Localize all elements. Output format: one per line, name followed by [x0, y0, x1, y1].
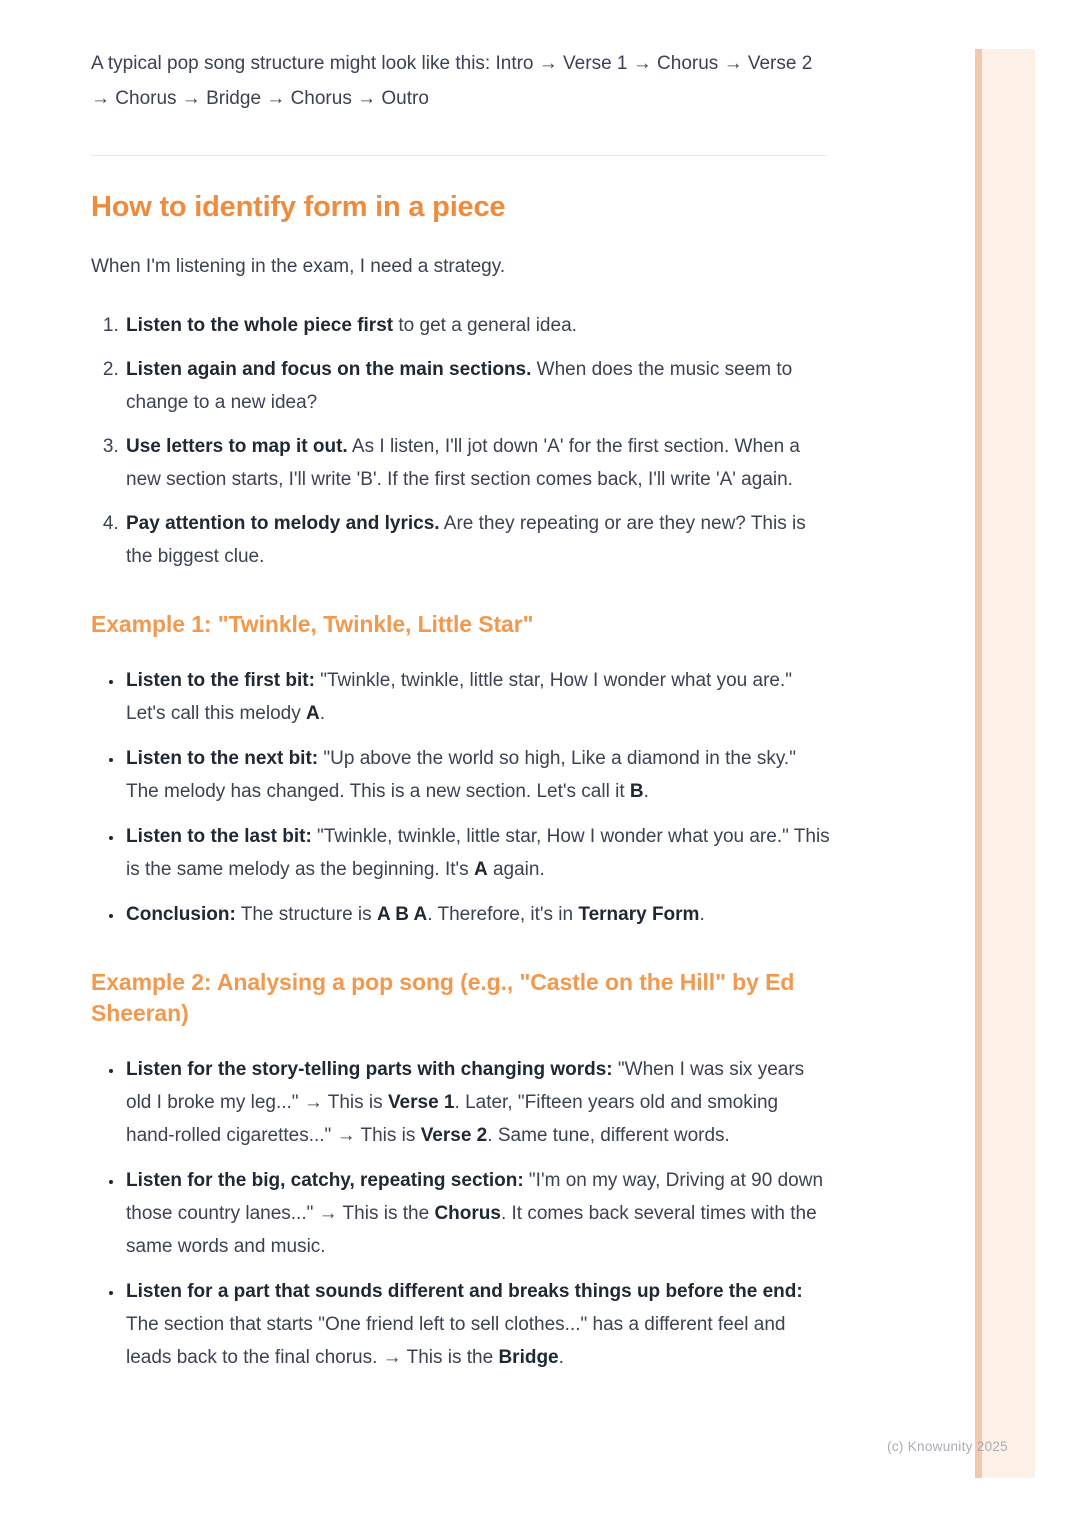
regular-text: The structure is [235, 904, 377, 925]
bold-text: A [305, 703, 320, 724]
stripe-accent-line [975, 49, 982, 1478]
bold-text: B [629, 781, 644, 802]
copyright-footer: (c) Knowunity 2025 [887, 1439, 1008, 1454]
strategy-steps-list [91, 309, 831, 573]
list-item [124, 898, 831, 931]
list-item [124, 309, 831, 342]
regular-text: again. [487, 859, 545, 880]
regular-text: "I'm on my way, Driving at 90 down those country lanes..." → This is the [126, 1170, 824, 1224]
regular-text: . [319, 703, 325, 724]
bold-text: A [473, 859, 488, 880]
regular-text: "When I was six years old I broke my leg..." → This is [126, 1059, 805, 1113]
bold-text: Listen to the whole piece first [126, 315, 394, 336]
list-item [124, 1053, 831, 1152]
regular-text: . Later, "Fifteen years old and smoking hand-rolled cigarettes..." → This is [126, 1092, 779, 1146]
regular-text: "Twinkle, twinkle, little star, How I wonder what you are." Let's call this melody [126, 670, 793, 724]
bold-text: Use letters to map it out. [126, 436, 348, 457]
regular-text: . [558, 1347, 564, 1368]
regular-text: The section that starts "One friend left to sell clothes..." has a different feel and leads back to the final chorus. → This is the [126, 1314, 786, 1368]
example1-bullet-list [91, 664, 831, 931]
bold-text: Ternary Form [578, 904, 700, 925]
section-divider [91, 155, 827, 156]
regular-text: "Twinkle, twinkle, little star, How I wonder what you are." This is the same melody as the beginning. It's [126, 826, 830, 880]
example1-heading: Example 1: "Twinkle, Twinkle, Little Star" [91, 611, 534, 637]
regular-text: to get a general idea. [393, 315, 577, 336]
list-item [124, 507, 831, 573]
bold-text: Chorus [434, 1203, 501, 1224]
example2-bullet-list [91, 1053, 831, 1374]
list-item [124, 820, 831, 886]
list-item [124, 1275, 831, 1374]
list-item [124, 1164, 831, 1263]
bold-text: A B A [376, 904, 428, 925]
bold-text: Verse 1 [387, 1092, 455, 1113]
bold-text: Listen again and focus on the main sections. [126, 359, 532, 380]
bold-text: Listen for the big, catchy, repeating section: [126, 1170, 524, 1191]
bold-text: Verse 2 [420, 1125, 488, 1146]
bold-text: Bridge [498, 1347, 559, 1368]
list-item [124, 353, 831, 419]
regular-text: . [643, 781, 649, 802]
regular-text: When does the music seem to change to a new idea? [126, 359, 793, 413]
bold-text: Conclusion: [126, 904, 236, 925]
list-item [124, 430, 831, 496]
document-content [91, 46, 831, 1374]
page-edge-stripe [975, 49, 1035, 1478]
regular-text: "Up above the world so high, Like a diamond in the sky." The melody has changed. This is a new section. Let's call it [126, 748, 796, 802]
bold-text: Listen to the last bit: [126, 826, 312, 847]
regular-text: Are they repeating or are they new? This is the biggest clue. [126, 513, 806, 567]
page-title: How to identify form in a piece [91, 191, 506, 223]
bold-text: Listen to the first bit: [126, 670, 315, 691]
example2-heading: Example 2: Analysing a pop song (e.g., "Castle on the Hill" by Ed Sheeran) [91, 969, 795, 1026]
regular-text: . Therefore, it's in [427, 904, 579, 925]
regular-text: . Same tune, different words. [487, 1125, 730, 1146]
intro-paragraph: A typical pop song structure might look like this: Intro → Verse 1 → Chorus → Verse 2 → Chorus → Bridge → Chorus → Outro [91, 53, 813, 109]
bold-text: Listen for the story-telling parts with changing words: [126, 1059, 613, 1080]
list-item [124, 742, 831, 808]
strategy-intro-paragraph: When I'm listening in the exam, I need a strategy. [91, 256, 506, 277]
regular-text: . [699, 904, 705, 925]
regular-text: . It comes back several times with the same words and music. [126, 1203, 817, 1257]
bold-text: Listen for a part that sounds different and breaks things up before the end: [126, 1281, 803, 1302]
regular-text: As I listen, I'll jot down 'A' for the first section. When a new section starts, I'll write 'B'. If the first section comes back, I'll write 'A' again. [126, 436, 801, 490]
list-item [124, 664, 831, 730]
bold-text: Listen to the next bit: [126, 748, 319, 769]
bold-text: Pay attention to melody and lyrics. [126, 513, 440, 534]
